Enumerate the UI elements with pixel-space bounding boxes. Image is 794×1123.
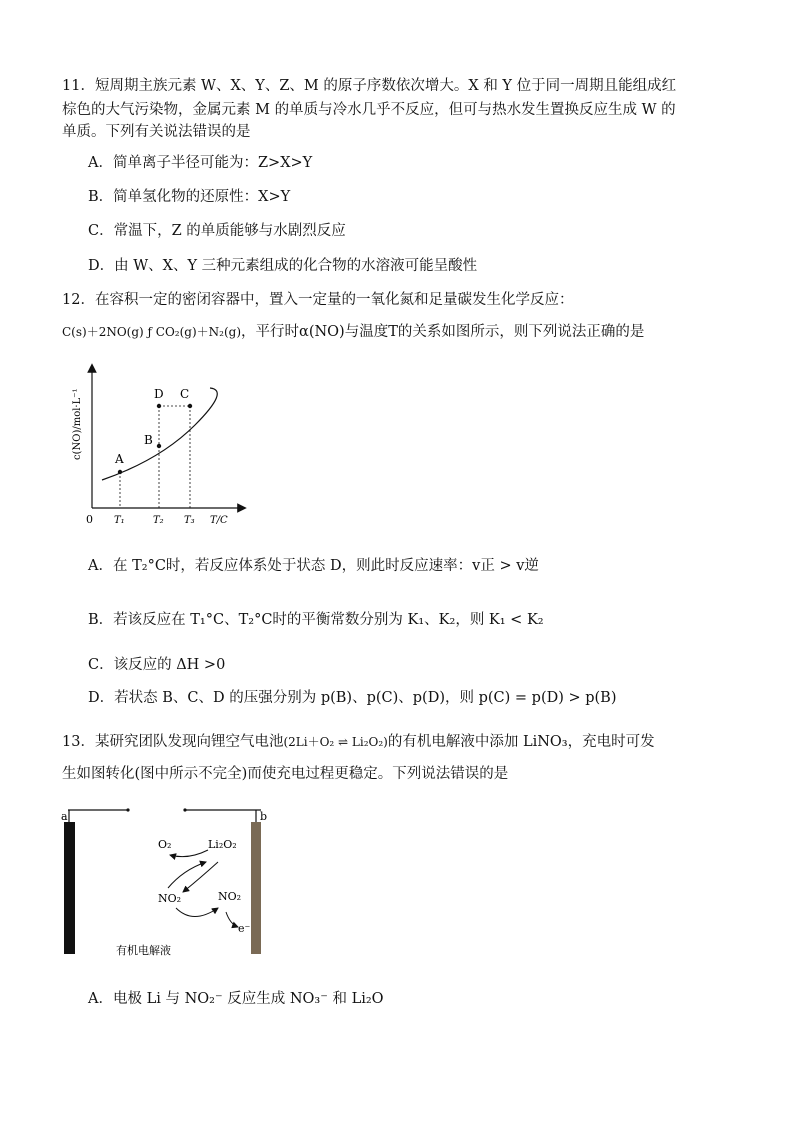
q11-option-d: D．由 W、X、Y 三种元素组成的化合物的水溶液可能呈酸性 [88, 258, 478, 274]
q13-option-a: A．电极 Li 与 NO₂⁻ 反应生成 NO₃⁻ 和 Li₂O [88, 991, 384, 1007]
point-d [157, 404, 161, 408]
equilibrium-curve [102, 388, 217, 480]
electrolyte-label: 有机电解液 [116, 944, 171, 957]
q11-option-c: C．常温下，Z 的单质能够与水剧烈反应 [88, 223, 346, 239]
species-no2-left: NO₂ [158, 892, 182, 905]
tick-t2: T₂ [153, 515, 164, 526]
point-c [188, 404, 192, 408]
point-label-b: B [144, 433, 153, 447]
arrow-li2o2-to-o2 [170, 850, 208, 857]
q13-stem-line1 [62, 732, 655, 752]
label-b: b [260, 810, 268, 823]
q13-stem-line2: 生如图转化(图中所示不完全)而使充电过程更稳定。下列说法错误的是 [62, 766, 509, 782]
q13-equation: (2Li＋O₂ ⇌ Li₂O₂) [283, 735, 388, 749]
point-label-d: D [154, 387, 164, 401]
tick-t3: T₃ [184, 515, 195, 526]
q12-stem-rest: ，平行时α(NO)与温度T的关系如图所示，则下列说法正确的是 [241, 324, 645, 340]
electrode-a [64, 822, 75, 954]
q12-option-b: B．若该反应在 T₁°C、T₂°C时的平衡常数分别为 K₁、K₂，则 K₁ < K₂ [88, 612, 544, 628]
arrow-no2-to-no2 [168, 862, 206, 888]
q12-stem-line1: 12．在容积一定的密闭容器中，置入一定量的一氧化氮和足量碳发生化学反应： [62, 292, 574, 308]
q13-stem-part-b: 的有机电解液中添加 LiNO₃，充电时可发 [387, 734, 655, 750]
y-axis-label: c(NO)/mol·L⁻¹ [72, 388, 83, 460]
point-a [118, 470, 122, 474]
arrow-electron [226, 912, 238, 927]
arrow-no2-right-cycle [176, 908, 218, 917]
point-label-c: C [180, 387, 190, 401]
q12-graph [60, 360, 250, 530]
label-a: a [61, 810, 68, 823]
q12-equation: C(s)＋2NO(g) ƒ CO₂(g)＋N₂(g) [62, 325, 242, 339]
q13-stem-part-a: 13．某研究团队发现向锂空气电池 [62, 734, 284, 750]
origin-label: 0 [86, 513, 93, 526]
q12-option-a: A．在 T₂°C时，若反应体系处于状态 D，则此时反应速率：v正 > v逆 [88, 558, 539, 574]
electrode-b [251, 822, 261, 954]
switch-left-dot [126, 808, 129, 811]
q12-stem-line2 [62, 322, 644, 342]
q11-option-b: B．简单氢化物的还原性：X>Y [88, 189, 291, 205]
q11-stem-line2: 棕色的大气污染物，金属元素 M 的单质与冷水几乎不反应，但可与热水发生置换反应生成 W 的 [62, 102, 676, 118]
species-electron: e⁻ [238, 922, 251, 935]
q11-stem-line1: 11．短周期主族元素 W、X、Y、Z、M 的原子序数依次增大。X 和 Y 位于同一周期且能组成红 [62, 78, 677, 94]
arrow-to-no2-left [183, 862, 218, 892]
species-no2-right: NO₂ [218, 890, 242, 903]
species-o2: O₂ [158, 838, 172, 851]
q11-option-a: A．简单离子半径可能为：Z>X>Y [88, 155, 313, 171]
point-label-a: A [115, 452, 124, 466]
q13-battery-diagram [58, 800, 278, 970]
tick-t1: T₁ [114, 515, 125, 526]
point-b [157, 444, 161, 448]
q12-option-c: C．该反应的 ΔH >0 [88, 657, 226, 673]
species-li2o2: Li₂O₂ [208, 838, 237, 851]
q12-option-d: D．若状态 B、C、D 的压强分别为 p(B)、p(C)、p(D)，则 p(C) = p(D) > p(B) [88, 690, 617, 706]
q11-stem-line3: 单质。下列有关说法错误的是 [62, 124, 251, 140]
x-axis-label: T/C [210, 515, 228, 526]
